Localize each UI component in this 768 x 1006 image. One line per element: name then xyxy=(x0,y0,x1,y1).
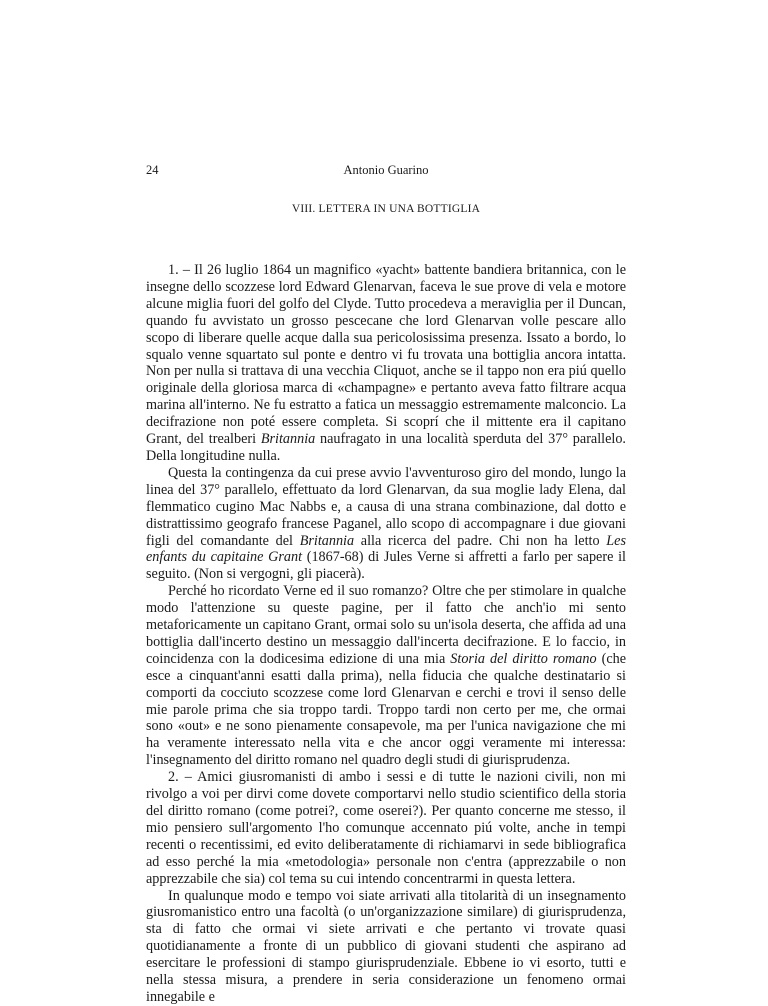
text-run: naufragato in una località sperduta del 37° parallelo. Della longitudine nulla. xyxy=(146,431,626,464)
italic-book-title: Storia del diritto romano xyxy=(450,650,597,667)
text-run: (che esce a cinquant'anni esatti dalla prima), nella fiducia che qualche destinatario si comporti da cocciuto scozzese come lord Glenarvan e cerchi e trovi il senso delle mie parole prima che sia troppo tardi. Troppo tardi non certo per me, che ormai sono «out» e ne sono pienamente consapevole, ma per l'unica navigazione che mi ha veramente interessato nella vita e che ancor oggi veramente mi interessa: l'insegnamento del diritto romano nel quadro degli studi di giurisprudenza. xyxy=(146,650,627,769)
text-run: Perché ho ricordato Verne ed il suo romanzo? Oltre che per stimolare in qualche modo l'attenzione su queste pagine, per il fatto che anch'io mi sento metaforicamente un capitano Grant, ormai solo su un'isola deserta, che affida ad una bottiglia dall'incerto destino un messaggio dall'incerta decifrazione. E lo faccio, in coincidenza con la dodicesima edizione di una mia xyxy=(146,583,626,667)
body-text xyxy=(146,262,626,1006)
text-run: 2. – Amici giusromanisti di ambo i sessi e di tutte le nazioni civili, non mi rivolgo a voi per dirvi come dovete comportarvi nello studio scientifico della storia del diritto romano (come potrei?, come oserei?). Per quanto concerne me stesso, il mio pensiero sull'argomento l'ho comunque accennato piú volte, anche in tempi recenti o recentissimi, ed evito deliberatamente di richiamarvi in sede bibliografica ad esso perché la mia «metodologia» personale non c'entra (apprezzabile o non apprezzabile che sia) col tema su cui intendo concentrarmi in questa lettera. xyxy=(146,769,626,887)
paragraph-4 xyxy=(146,769,626,887)
text-run: (1867-68) di Jules Verne si affretti a farlo per sapere il seguito. (Non si vergogni, gli piacerà). xyxy=(146,549,626,583)
running-head xyxy=(146,163,626,183)
italic-book-title: Les enfants du capitaine Grant xyxy=(146,532,626,566)
text-run: 1. – Il 26 luglio 1864 un magnifico «yacht» battente bandiera britannica, con le insegne dello scozzese lord Edward Glenarvan, faceva le sue prove di vela e motore alcune miglia fuori del golfo del Clyde. Tutto procedeva a meraviglia per il Duncan, quando fu avvistato un grosso pescecane che lord Glenarvan volle pescare allo scopo di liberare quelle acque dalla sua pericolosissima presenza. Issato a bordo, lo squalo venne squartato sul ponte e dentro vi fu trovata una bottiglia ancora intatta. Non per nulla si trattava di una vecchia Cliquot, anche se il tappo non era piú quello originale della gloriosa marca di «champagne» e pertanto aveva fatto filtrare acqua marina all'interno. Ne fu estratto a fatica un messaggio estremamente malconcio. La decifrazione non poté essere completa. Si scoprí che il mittente era il capitano Grant, del trealberi xyxy=(146,262,626,448)
text-run: Questa la contingenza da cui prese avvio l'avventuroso giro del mondo, lungo la linea del 37° parallelo, effettuato da lord Glenarvan, da sua moglie lady Elena, dal flemmatico cugino Mac Nabbs e, a causa di una strana combinazione, dal dotto e distrattissimo geografo francese Paganel, allo scopo di accompagnare i due giovani figli del comandante del xyxy=(146,464,626,549)
paragraph-3 xyxy=(146,583,626,769)
text-run: In qualunque modo e tempo voi siate arrivati alla titolarità di un insegnamento giusromanistico entro una facoltà (o un'organizzazione similare) di giurisprudenza, sta di fatto che ormai vi siete arrivati e che pertanto vi trovate quasi quotidianamente a fronte di un pubblico di giovani studenti che aspirano ad esercitare le professioni di stampo giurisprudenziale. Ebbene io vi esorto, tutti e nella stessa misura, a prendere in seria considerazione un fenomeno ormai innegabile e xyxy=(146,887,626,1005)
paragraph-1 xyxy=(146,262,626,465)
italic-ship-name: Britannia xyxy=(299,532,355,549)
paragraph-2 xyxy=(146,465,626,583)
paragraph-5 xyxy=(146,888,626,1006)
italic-ship-name: Britannia xyxy=(260,431,316,448)
running-head-author: Antonio Guarino xyxy=(343,163,429,177)
chapter-title: VIII. LETTERA IN UNA BOTTIGLIA xyxy=(291,203,481,215)
page-number: 24 xyxy=(146,163,159,177)
text-run: alla ricerca del padre. Chi non ha letto xyxy=(354,532,607,549)
